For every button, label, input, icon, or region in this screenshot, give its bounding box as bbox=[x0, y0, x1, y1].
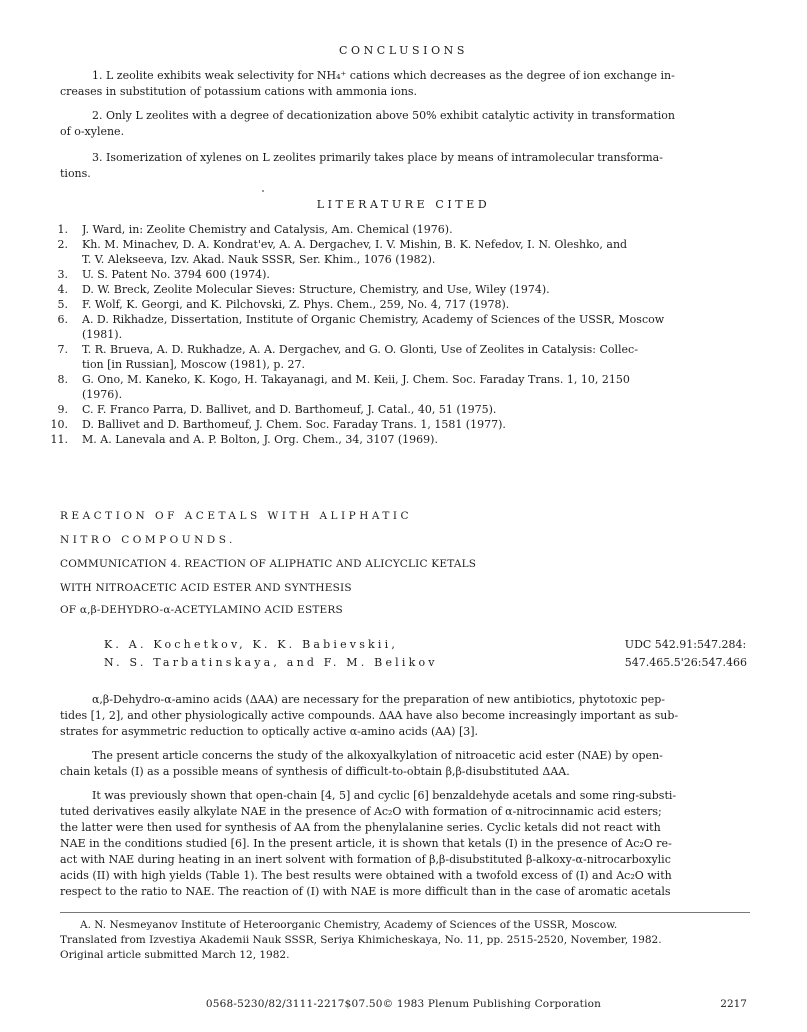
reference-list bbox=[0, 222, 807, 447]
udc-line: 547.465.5'26:547.466 bbox=[624, 656, 747, 669]
literature-heading: LITERATURE CITED bbox=[316, 198, 491, 211]
text-line: the latter were then used for synthesis of AA from the phenylalanine series. Cyclic ketals did not react with bbox=[60, 821, 661, 834]
conclusion-item-2 bbox=[60, 108, 742, 140]
reference-number: 6. bbox=[57, 313, 68, 326]
reference-text: J. Ward, in: Zeolite Chemistry and Catalysis, Am. Chemical (1976). bbox=[82, 223, 453, 236]
reference-text: tion [in Russian], Moscow (1981), p. 27. bbox=[82, 358, 305, 371]
footnote-rule bbox=[60, 912, 750, 913]
reference-number: 10. bbox=[50, 418, 68, 431]
reference-item bbox=[0, 402, 807, 417]
text-line: acids (II) with high yields (Table 1). The best results were obtained with a twofold excess of (I) and Ac₂O with bbox=[60, 869, 672, 882]
reference-item bbox=[0, 417, 807, 432]
conclusion-item-3 bbox=[60, 150, 742, 182]
text-line: creases in substitution of potassium cations with ammonia ions. bbox=[60, 85, 418, 98]
text-line: 3. Isomerization of xylenes on L zeolites primarily takes place by means of intramolecular transforma- bbox=[92, 151, 663, 164]
udc-line: UDC 542.91:547.284: bbox=[624, 638, 747, 651]
reference-item bbox=[0, 297, 807, 312]
reference-text: C. F. Franco Parra, D. Ballivet, and D. Barthomeuf, J. Catal., 40, 51 (1975). bbox=[82, 403, 497, 416]
reference-item bbox=[0, 282, 807, 297]
reference-item bbox=[0, 237, 807, 267]
reference-number: 1. bbox=[57, 223, 68, 236]
reference-number: 5. bbox=[57, 298, 68, 311]
article-subtitle-line-2: WITH NITROACETIC ACID ESTER AND SYNTHESIS bbox=[60, 582, 352, 594]
reference-text: T. R. Brueva, A. D. Rukhadze, A. A. Dergachev, and G. O. Glonti, Use of Zeolites in Catalysis: Collec- bbox=[82, 343, 638, 356]
article-title-line-2: NITRO COMPOUNDS. bbox=[60, 534, 236, 546]
footnote-line: Translated from Izvestiya Akademii Nauk SSSR, Seriya Khimicheskaya, No. 11, pp. 2515-2520, November, 1982. bbox=[60, 934, 662, 946]
text-line: of o-xylene. bbox=[60, 125, 125, 138]
reference-item bbox=[0, 342, 807, 372]
reference-text: F. Wolf, K. Georgi, and K. Pilchovski, Z. Phys. Chem., 259, No. 4, 717 (1978). bbox=[82, 298, 510, 311]
reference-item bbox=[0, 222, 807, 237]
text-line: NAE in the conditions studied [6]. In the present article, it is shown that ketals (I) in the presence of Ac₂O re- bbox=[60, 837, 672, 850]
reference-number: 9. bbox=[57, 403, 68, 416]
article-subtitle-line-1: COMMUNICATION 4. REACTION OF ALIPHATIC AND ALICYCLIC KETALS bbox=[60, 558, 477, 570]
reference-number: 2. bbox=[57, 238, 68, 251]
reference-item bbox=[0, 372, 807, 402]
reference-number: 4. bbox=[57, 283, 68, 296]
text-line: strates for asymmetric reduction to optically active α-amino acids (AA) [3]. bbox=[60, 725, 479, 738]
text-line: tides [1, 2], and other physiologically active compounds. ΔAA have also become increasingly important as sub- bbox=[60, 709, 679, 722]
conclusion-item-1 bbox=[60, 68, 742, 100]
footnote bbox=[60, 918, 750, 963]
reference-item bbox=[0, 312, 807, 342]
text-line: act with NAE during heating in an inert solvent with formation of β,β-disubstituted β-alkoxy-α-nitrocarboxylic bbox=[60, 853, 671, 866]
reference-number: 7. bbox=[57, 343, 68, 356]
reference-text: Kh. M. Minachev, D. A. Kondrat'ev, A. A. Dergachev, I. V. Mishin, B. K. Nefedov, I. N. Oleshko, and bbox=[82, 238, 628, 251]
text-line: respect to the ratio to NAE. The reaction of (I) with NAE is more difficult than in the case of aromatic acetals bbox=[60, 885, 671, 898]
text-line: 2. Only L zeolites with a degree of decationization above 50% exhibit catalytic activity in transformation bbox=[92, 109, 676, 122]
reference-text: (1976). bbox=[82, 388, 123, 401]
page-number: 2217 bbox=[720, 998, 747, 1010]
reference-text: G. Ono, M. Kaneko, K. Kogo, H. Takayanagi, and M. Keii, J. Chem. Soc. Faraday Trans. 1, 10, 2150 bbox=[82, 373, 630, 386]
reference-number: 3. bbox=[57, 268, 68, 281]
reference-text: M. A. Lanevala and A. P. Bolton, J. Org. Chem., 34, 3107 (1969). bbox=[82, 433, 438, 446]
copyright-line: 0568-5230/82/3111-2217$07.50© 1983 Plenum Publishing Corporation bbox=[205, 998, 602, 1010]
footnote-line: Original article submitted March 12, 1982. bbox=[60, 949, 290, 961]
authors-line: K. A. Kochetkov, K. K. Babievskii, bbox=[104, 638, 399, 651]
conclusions-heading: CONCLUSIONS bbox=[338, 44, 469, 57]
authors-line: N. S. Tarbatinskaya, and F. M. Belikov bbox=[104, 656, 438, 669]
text-line: tuted derivatives easily alkylate NAE in the presence of Ac₂O with formation of α-nitrocinnamic acid esters; bbox=[60, 805, 662, 818]
article-title-line-1: REACTION OF ACETALS WITH ALIPHATIC bbox=[60, 510, 413, 522]
body-paragraph-3 bbox=[60, 788, 742, 900]
text-line: tions. bbox=[60, 167, 91, 180]
text-line: It was previously shown that open-chain [4, 5] and cyclic [6] benzaldehyde acetals and some ring-substi- bbox=[92, 789, 677, 802]
reference-text: A. D. Rikhadze, Dissertation, Institute of Organic Chemistry, Academy of Sciences of the USSR, Moscow bbox=[82, 313, 665, 326]
reference-number: 11. bbox=[50, 433, 68, 446]
reference-text: D. Ballivet and D. Barthomeuf, J. Chem. Soc. Faraday Trans. 1, 1581 (1977). bbox=[82, 418, 506, 431]
text-line: α,β-Dehydro-α-amino acids (ΔAA) are necessary for the preparation of new antibiotics, phytotoxic pep- bbox=[92, 693, 665, 706]
reference-text: U. S. Patent No. 3794 600 (1974). bbox=[82, 268, 270, 281]
footnote-line: A. N. Nesmeyanov Institute of Heteroorganic Chemistry, Academy of Sciences of the USSR, Moscow. bbox=[80, 919, 618, 931]
reference-text: D. W. Breck, Zeolite Molecular Sieves: Structure, Chemistry, and Use, Wiley (1974). bbox=[82, 283, 550, 296]
scan-speck bbox=[262, 190, 264, 192]
text-line: 1. L zeolite exhibits weak selectivity for NH₄⁺ cations which decreases as the degree of ion exchange in- bbox=[92, 69, 675, 82]
reference-item bbox=[0, 267, 807, 282]
article-subtitle-line-3: OF α,β-DEHYDRO-α-ACETYLAMINO ACID ESTERS bbox=[60, 604, 343, 616]
body-paragraph-2 bbox=[60, 748, 742, 780]
text-line: chain ketals (I) as a possible means of synthesis of difficult-to-obtain β,β-disubstituted ΔAA. bbox=[60, 765, 570, 778]
udc-code bbox=[625, 636, 747, 672]
reference-item bbox=[0, 432, 807, 447]
text-line: The present article concerns the study of the alkoxyalkylation of nitroacetic acid ester (NAE) by open- bbox=[92, 749, 663, 762]
authors bbox=[104, 636, 438, 672]
reference-text: (1981). bbox=[82, 328, 123, 341]
reference-text: T. V. Alekseeva, Izv. Akad. Nauk SSSR, Ser. Khim., 1076 (1982). bbox=[82, 253, 436, 266]
body-paragraph-1 bbox=[60, 692, 742, 740]
reference-number: 8. bbox=[57, 373, 68, 386]
